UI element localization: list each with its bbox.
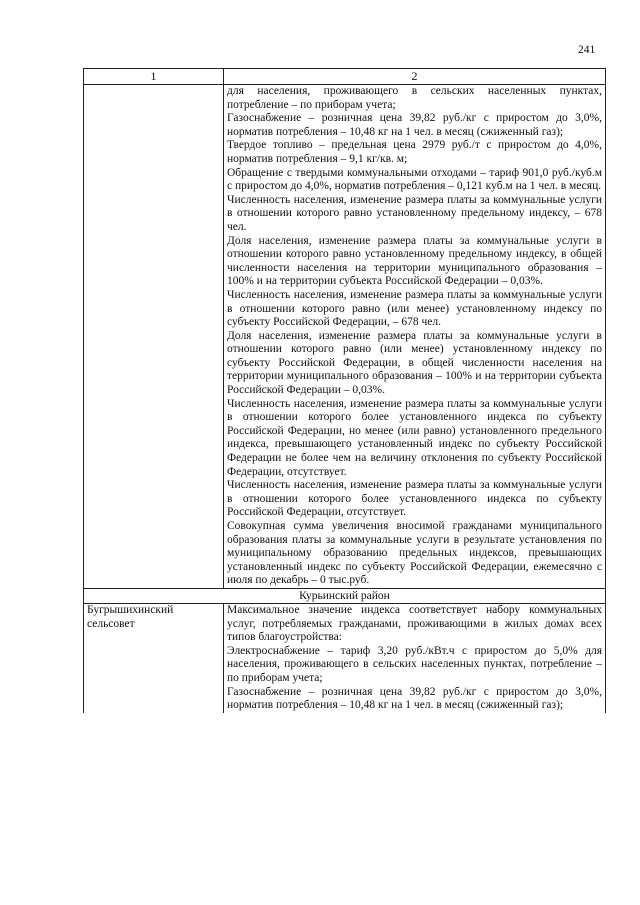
paragraph: Электроснабжение – тариф 3,20 руб./кВт.ч с приростом до 5,0% для населения, проживающего в сельских населенных пунктах, потребление – по приборам учета; [227,644,602,684]
district-row [84,588,606,603]
municipality-cell: Бугрышихинский сельсовет [84,603,224,712]
indicators-cell [224,603,606,712]
paragraph: Численность населения, изменение размера платы за коммунальные услуги в отношении которого более установленного индекса по субъекту Российской Федерации, отсутствует. [227,479,602,519]
paragraph: Совокупная сумма увеличения вносимой гражданами муниципального образования платы за коммунальные услуги в результате установления по муниципальному образованию предельных индексов, превышающих установленный индекс по субъекту Российской Федерации, ежемесячно с июля по декабрь – 0 тыс.руб. [227,520,602,587]
paragraph: Максимальное значение индекса соответствует набору коммунальных услуг, потребляемых гражданами, проживающими в жилых домах всех типов благоустройства: [227,603,602,644]
paragraph: Газоснабжение – розничная цена 39,82 руб./кг с приростом до 3,0%, норматив потребления – 10,48 кг на 1 чел. в месяц (сжиженный газ); [227,685,602,712]
paragraph: для населения, проживающего в сельских населенных пунктах, потребление – по приборам учета; [227,85,602,111]
paragraph: Численность населения, изменение размера платы за коммунальные услуги в отношении которого равно (или менее) установленному индексу по субъекту Российской Федерации, – 678 чел. [227,288,602,329]
municipality-cell [84,85,224,589]
paragraph: Численность населения, изменение размера платы за коммунальные услуги в отношении которого равно установленному предельному индексу, – 678 чел. [227,193,602,233]
table-row [84,85,606,589]
indicators-cell [224,85,606,589]
header-cell-2: 2 [224,69,606,85]
table-header-row [84,69,606,85]
page-number: 241 [578,44,596,56]
paragraph: Численность населения, изменение размера платы за коммунальные услуги в отношении которого более установленного индекса по субъекту Российской Федерации, но менее (или равно) установленного предельного индекса, превышающего установленный индекс по субъекту Российской Федерации не более чем на величину отклонения по субъекту Российской Федерации, отсутствует. [227,397,602,478]
district-title: Курьинский район [84,588,606,603]
paragraph: Твердое топливо – предельная цена 2979 руб./т с приростом до 4,0%, норматив потребления – 9,1 кг/кв. м; [227,139,602,165]
header-cell-1: 1 [84,69,224,85]
paragraph: Доля населения, изменение размера платы за коммунальные услуги в отношении которого равно установленному предельному индексу, в общей численности населения на территории муниципального образования – 100% и на территории субъекта Российской Федерации – 0,03%. [227,234,602,288]
paragraph: Доля населения, изменение размера платы за коммунальные услуги в отношении которого равно (или менее) установленному индексу по субъекту Российской Федерации, в общей численности населения на территории муниципального образования – 100% и на территории субъекта Российской Федерации – 0,03%. [227,329,602,397]
document-table [83,68,606,713]
paragraph: Обращение с твердыми коммунальными отходами – тариф 901,0 руб./куб.м с приростом до 4,0%, норматив потребления – 0,121 куб.м на 1 чел. в месяц. [227,166,602,193]
paragraph: Газоснабжение – розничная цена 39,82 руб./кг с приростом до 3,0%, норматив потребления – 10,48 кг на 1 чел. в месяц (сжиженный газ); [227,112,602,138]
table-row [84,603,606,712]
